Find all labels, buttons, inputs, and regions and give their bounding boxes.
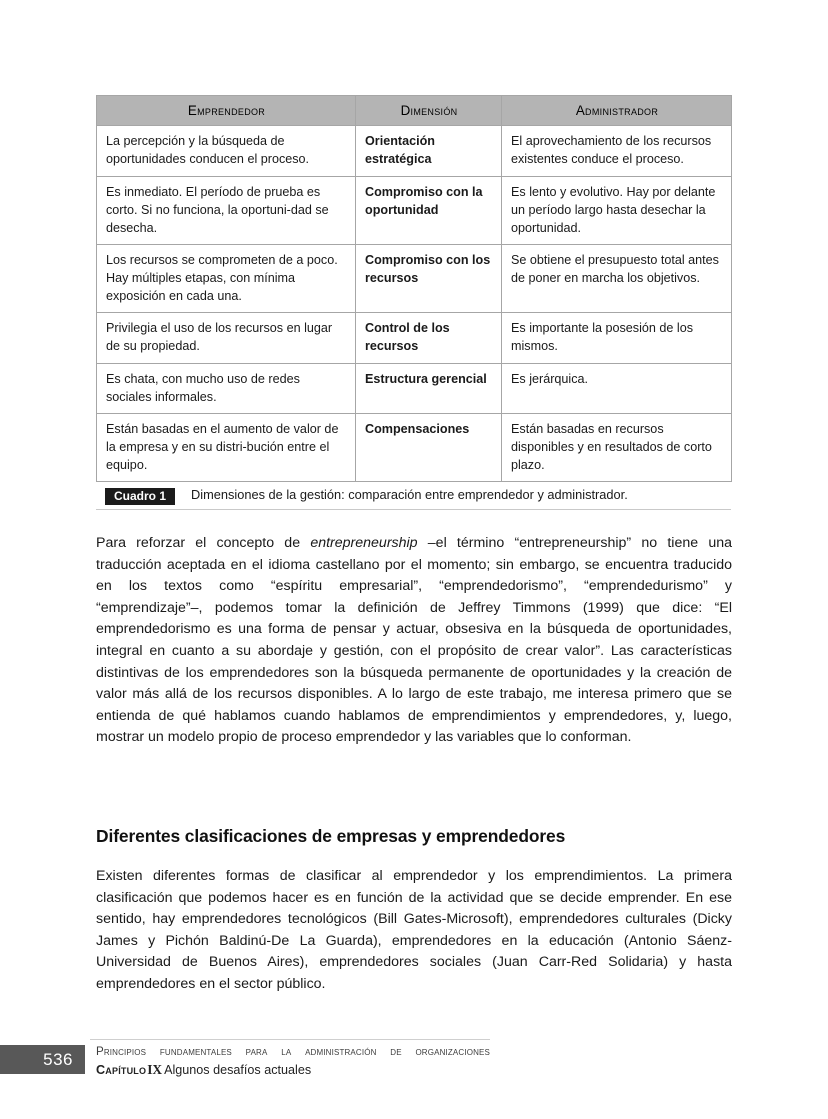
running-head: Principios fundamentales para la administración de organizaciones bbox=[96, 1045, 490, 1058]
cell-dimension: Compromiso con los recursos bbox=[356, 244, 502, 312]
cell-dimension: Orientación estratégica bbox=[356, 126, 502, 176]
table-caption bbox=[105, 486, 731, 504]
section-heading: Diferentes clasificaciones de empresas y emprendedores bbox=[96, 826, 566, 846]
cell-emprendedor: Están basadas en el aumento de valor de la empresa y en su distri-bución entre el equipo. bbox=[97, 413, 356, 481]
cell-dimension: Compensaciones bbox=[356, 413, 502, 481]
table-row bbox=[97, 363, 732, 413]
cell-emprendedor: Los recursos se comprometen de a poco. Hay múltiples etapas, con mínima exposición en cada una. bbox=[97, 244, 356, 312]
paragraph-1-container bbox=[96, 533, 732, 749]
section-heading-container bbox=[96, 825, 732, 847]
cell-administrador: Es jerárquica. bbox=[502, 363, 732, 413]
term-entrepreneurship: entrepreneurship bbox=[310, 535, 418, 551]
caption-text: Dimensiones de la gestión: comparación entre emprendedor y administrador. bbox=[191, 487, 628, 502]
chapter-title: Algunos desafíos actuales bbox=[164, 1063, 312, 1077]
table-row bbox=[97, 313, 732, 363]
paragraph-2: Existen diferentes formas de clasificar al emprendedor y los emprendimientos. La primera clasificación que podemos hacer es en función de la actividad que se decide emprender. En ese sentido, hay emprendedores tecnológicos (Bill Gates-Microsoft), emprendedores culturales (Dicky James y Pichón Baldinú-De La Guarda), emprendedores en la educación (Antonio Sáenz-Universidad de Buenos Aires), emprendedores sociales (Juan Carr-Red Solidaria) y hasta emprendedores en el sector público. bbox=[96, 868, 732, 992]
cell-dimension: Compromiso con la oportunidad bbox=[356, 176, 502, 244]
table-row bbox=[97, 126, 732, 176]
column-header-administrador: Administrador bbox=[502, 96, 732, 126]
cell-administrador: El aprovechamiento de los recursos existentes conduce el proceso. bbox=[502, 126, 732, 176]
table-body bbox=[97, 126, 732, 482]
table-row bbox=[97, 244, 732, 312]
cell-emprendedor: La percepción y la búsqueda de oportunidades conducen el proceso. bbox=[97, 126, 356, 176]
cell-dimension: Control de los recursos bbox=[356, 313, 502, 363]
cell-administrador: Se obtiene el presupuesto total antes de poner en marcha los objetivos. bbox=[502, 244, 732, 312]
page-number-badge: 536 bbox=[0, 1045, 85, 1074]
table-row bbox=[97, 413, 732, 481]
caption-badge: Cuadro 1 bbox=[105, 488, 175, 505]
cell-emprendedor: Es inmediato. El período de prueba es corto. Si no funciona, la oportuni-dad se desecha. bbox=[97, 176, 356, 244]
footer-divider bbox=[90, 1039, 490, 1040]
cell-administrador: Están basadas en recursos disponibles y en resultados de corto plazo. bbox=[502, 413, 732, 481]
cell-administrador: Es importante la posesión de los mismos. bbox=[502, 313, 732, 363]
cell-emprendedor: Es chata, con mucho uso de redes sociales informales. bbox=[97, 363, 356, 413]
paragraph-1-rest: –el término “entrepreneurship” no tiene una traducción aceptada en el idioma castellano por el momento; sin embargo, se encuentra traducido en los textos como “espíritu empresarial”, “emprendedorismo”, “emprendedurismo” y “emprendizaje”–, podemos tomar la definición de Jeffrey Timmons (1999) que dice: “El emprendedorismo es una forma de pensar y actuar, obsesiva en la búsqueda de oportunidades, integral en cuanto a su abordaje y gestión, con el propósito de crear valor”. Las características distintivas de los emprendedores son la búsqueda permanente de oportunidades y la creación de valor más allá de los recursos disponibles. A lo largo de este trabajo, me interesa primero que se entienda de qué hablamos cuando hablamos de emprendimientos y emprendedores, y, luego, mostrar un modelo propio de proceso emprendedor y las variables que lo conforman. bbox=[96, 535, 733, 746]
cell-dimension: Estructura gerencial bbox=[356, 363, 502, 413]
comparison-table bbox=[96, 95, 732, 482]
cell-emprendedor: Privilegia el uso de los recursos en lugar de su propiedad. bbox=[97, 313, 356, 363]
column-header-dimension: Dimensión bbox=[356, 96, 502, 126]
chapter-line bbox=[96, 1061, 490, 1079]
comparison-table-container bbox=[96, 95, 731, 482]
paragraph-1 bbox=[96, 533, 732, 749]
paragraph-1-lead: Para reforzar el concepto de bbox=[96, 535, 311, 551]
column-header-emprendedor: Emprendedor bbox=[97, 96, 356, 126]
chapter-number: IX bbox=[147, 1062, 163, 1077]
cell-administrador: Es lento y evolutivo. Hay por delante un período largo hasta desechar la oportunidad. bbox=[502, 176, 732, 244]
chapter-label: Capítulo bbox=[96, 1063, 147, 1077]
paragraph-2-container bbox=[96, 866, 732, 996]
footer-running-head-container bbox=[96, 1044, 490, 1079]
table-header-row bbox=[97, 96, 732, 126]
caption-divider bbox=[96, 509, 731, 510]
table-row bbox=[97, 176, 732, 244]
